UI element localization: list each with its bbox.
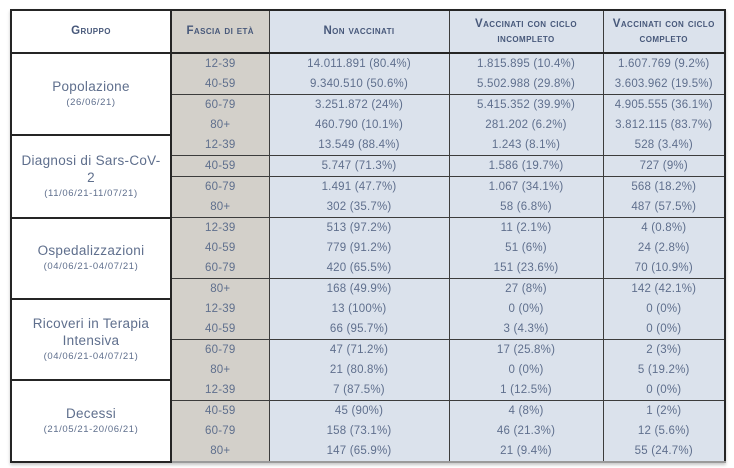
age-cell: 80+ — [171, 279, 269, 300]
group-cell-diagnosi — [11, 135, 171, 218]
value-cell: 0 (0%) — [603, 299, 725, 319]
value-cell: 5 (19.2%) — [603, 360, 725, 380]
value-cell: 17 (25.8%) — [449, 340, 603, 361]
age-cell: 80+ — [171, 441, 269, 462]
group-cell-ospedalizzazioni — [11, 218, 171, 300]
age-cell: 12-39 — [171, 53, 269, 74]
value-cell: 55 (24.7%) — [603, 441, 725, 462]
table-row — [11, 53, 725, 74]
age-cell: 12-39 — [171, 135, 269, 156]
value-cell: 1 (2%) — [603, 401, 725, 422]
value-cell: 1.067 (34.1%) — [449, 177, 603, 198]
value-cell: 151 (23.6%) — [449, 258, 603, 279]
value-cell: 3 (4.3%) — [449, 319, 603, 340]
value-cell: 1 (12.5%) — [449, 380, 603, 401]
vaccination-data-table — [10, 9, 726, 463]
age-cell: 60-79 — [171, 258, 269, 279]
age-cell: 40-59 — [171, 238, 269, 258]
age-cell: 80+ — [171, 115, 269, 135]
age-cell: 40-59 — [171, 156, 269, 177]
header-row — [11, 10, 725, 53]
value-cell: 1.586 (19.7%) — [449, 156, 603, 177]
age-cell: 60-79 — [171, 340, 269, 361]
group-cell-terapia-intensiva — [11, 299, 171, 380]
age-cell: 80+ — [171, 197, 269, 218]
value-cell: 0 (0%) — [449, 299, 603, 319]
value-cell: 51 (6%) — [449, 238, 603, 258]
value-cell: 727 (9%) — [603, 156, 725, 177]
value-cell: 487 (57.5%) — [603, 197, 725, 218]
table-row — [11, 380, 725, 401]
value-cell: 1.491 (47.7%) — [269, 177, 449, 198]
column-header-ciclo-incompleto: Vaccinati con ciclo incompleto — [449, 10, 603, 53]
value-cell: 24 (2.8%) — [603, 238, 725, 258]
group-label: Decessi — [65, 406, 117, 422]
value-cell: 66 (95.7%) — [269, 319, 449, 340]
value-cell: 45 (90%) — [269, 401, 449, 422]
group-period: (26/06/21) — [66, 97, 116, 108]
value-cell: 13 (100%) — [269, 299, 449, 319]
column-header-gruppo: Gruppo — [11, 10, 171, 53]
group-cell-popolazione — [11, 53, 171, 135]
value-cell: 5.747 (71.3%) — [269, 156, 449, 177]
value-cell: 3.812.115 (83.7%) — [603, 115, 725, 135]
table-row — [11, 218, 725, 239]
value-cell: 58 (6.8%) — [449, 197, 603, 218]
value-cell: 11 (2.1%) — [449, 218, 603, 239]
age-cell: 40-59 — [171, 74, 269, 95]
value-cell: 13.549 (88.4%) — [269, 135, 449, 156]
group-label: Ospedalizzazioni — [37, 243, 145, 259]
table-row — [11, 135, 725, 156]
table-row — [11, 299, 725, 319]
value-cell: 4 (8%) — [449, 401, 603, 422]
age-cell: 80+ — [171, 360, 269, 380]
value-cell: 779 (91.2%) — [269, 238, 449, 258]
value-cell: 12 (5.6%) — [603, 421, 725, 441]
value-cell: 4.905.555 (36.1%) — [603, 95, 725, 116]
group-label: Ricoveri in Terapia Intensiva — [32, 316, 150, 349]
age-cell: 60-79 — [171, 95, 269, 116]
age-cell: 40-59 — [171, 401, 269, 422]
value-cell: 568 (18.2%) — [603, 177, 725, 198]
value-cell: 142 (42.1%) — [603, 279, 725, 300]
value-cell: 3.603.962 (19.5%) — [603, 74, 725, 95]
column-header-ciclo-completo: Vaccinati con ciclo completo — [603, 10, 725, 53]
value-cell: 158 (73.1%) — [269, 421, 449, 441]
value-cell: 1.243 (8.1%) — [449, 135, 603, 156]
group-cell-decessi — [11, 380, 171, 462]
value-cell: 0 (0%) — [603, 380, 725, 401]
value-cell: 14.011.891 (80.4%) — [269, 53, 449, 74]
value-cell: 420 (65.5%) — [269, 258, 449, 279]
value-cell: 0 (0%) — [449, 360, 603, 380]
value-cell: 27 (8%) — [449, 279, 603, 300]
column-header-fascia-eta: Fascia di età — [171, 10, 269, 53]
group-period: (04/06/21-04/07/21) — [43, 261, 139, 273]
group-period: (11/06/21-11/07/21) — [44, 187, 138, 199]
value-cell: 70 (10.9%) — [603, 258, 725, 279]
value-cell: 9.340.510 (50.6%) — [269, 74, 449, 95]
group-period: (04/06/21-04/07/21) — [43, 350, 139, 362]
value-cell: 4 (0.8%) — [603, 218, 725, 239]
value-cell: 0 (0%) — [603, 319, 725, 340]
value-cell: 147 (65.9%) — [269, 441, 449, 462]
age-cell: 40-59 — [171, 319, 269, 340]
group-label: Popolazione — [52, 79, 130, 95]
value-cell: 5.502.988 (29.8%) — [449, 74, 603, 95]
value-cell: 302 (35.7%) — [269, 197, 449, 218]
value-cell: 2 (3%) — [603, 340, 725, 361]
value-cell: 21 (80.8%) — [269, 360, 449, 380]
age-cell: 60-79 — [171, 421, 269, 441]
vaccination-table-container — [10, 9, 726, 463]
group-label: Diagnosi di Sars-CoV-2 — [21, 152, 161, 185]
age-cell: 12-39 — [171, 218, 269, 239]
value-cell: 460.790 (10.1%) — [269, 115, 449, 135]
value-cell: 21 (9.4%) — [449, 441, 603, 462]
value-cell: 7 (87.5%) — [269, 380, 449, 401]
value-cell: 528 (3.4%) — [603, 135, 725, 156]
group-period: (21/05/21-20/06/21) — [43, 424, 139, 435]
value-cell: 5.415.352 (39.9%) — [449, 95, 603, 116]
value-cell: 46 (21.3%) — [449, 421, 603, 441]
value-cell: 3.251.872 (24%) — [269, 95, 449, 116]
age-cell: 12-39 — [171, 380, 269, 401]
age-cell: 12-39 — [171, 299, 269, 319]
age-cell: 60-79 — [171, 177, 269, 198]
value-cell: 1.815.895 (10.4%) — [449, 53, 603, 74]
column-header-non-vaccinati: Non vaccinati — [269, 10, 449, 53]
value-cell: 168 (49.9%) — [269, 279, 449, 300]
value-cell: 47 (71.2%) — [269, 340, 449, 361]
value-cell: 1.607.769 (9.2%) — [603, 53, 725, 74]
value-cell: 513 (97.2%) — [269, 218, 449, 239]
value-cell: 281.202 (6.2%) — [449, 115, 603, 135]
